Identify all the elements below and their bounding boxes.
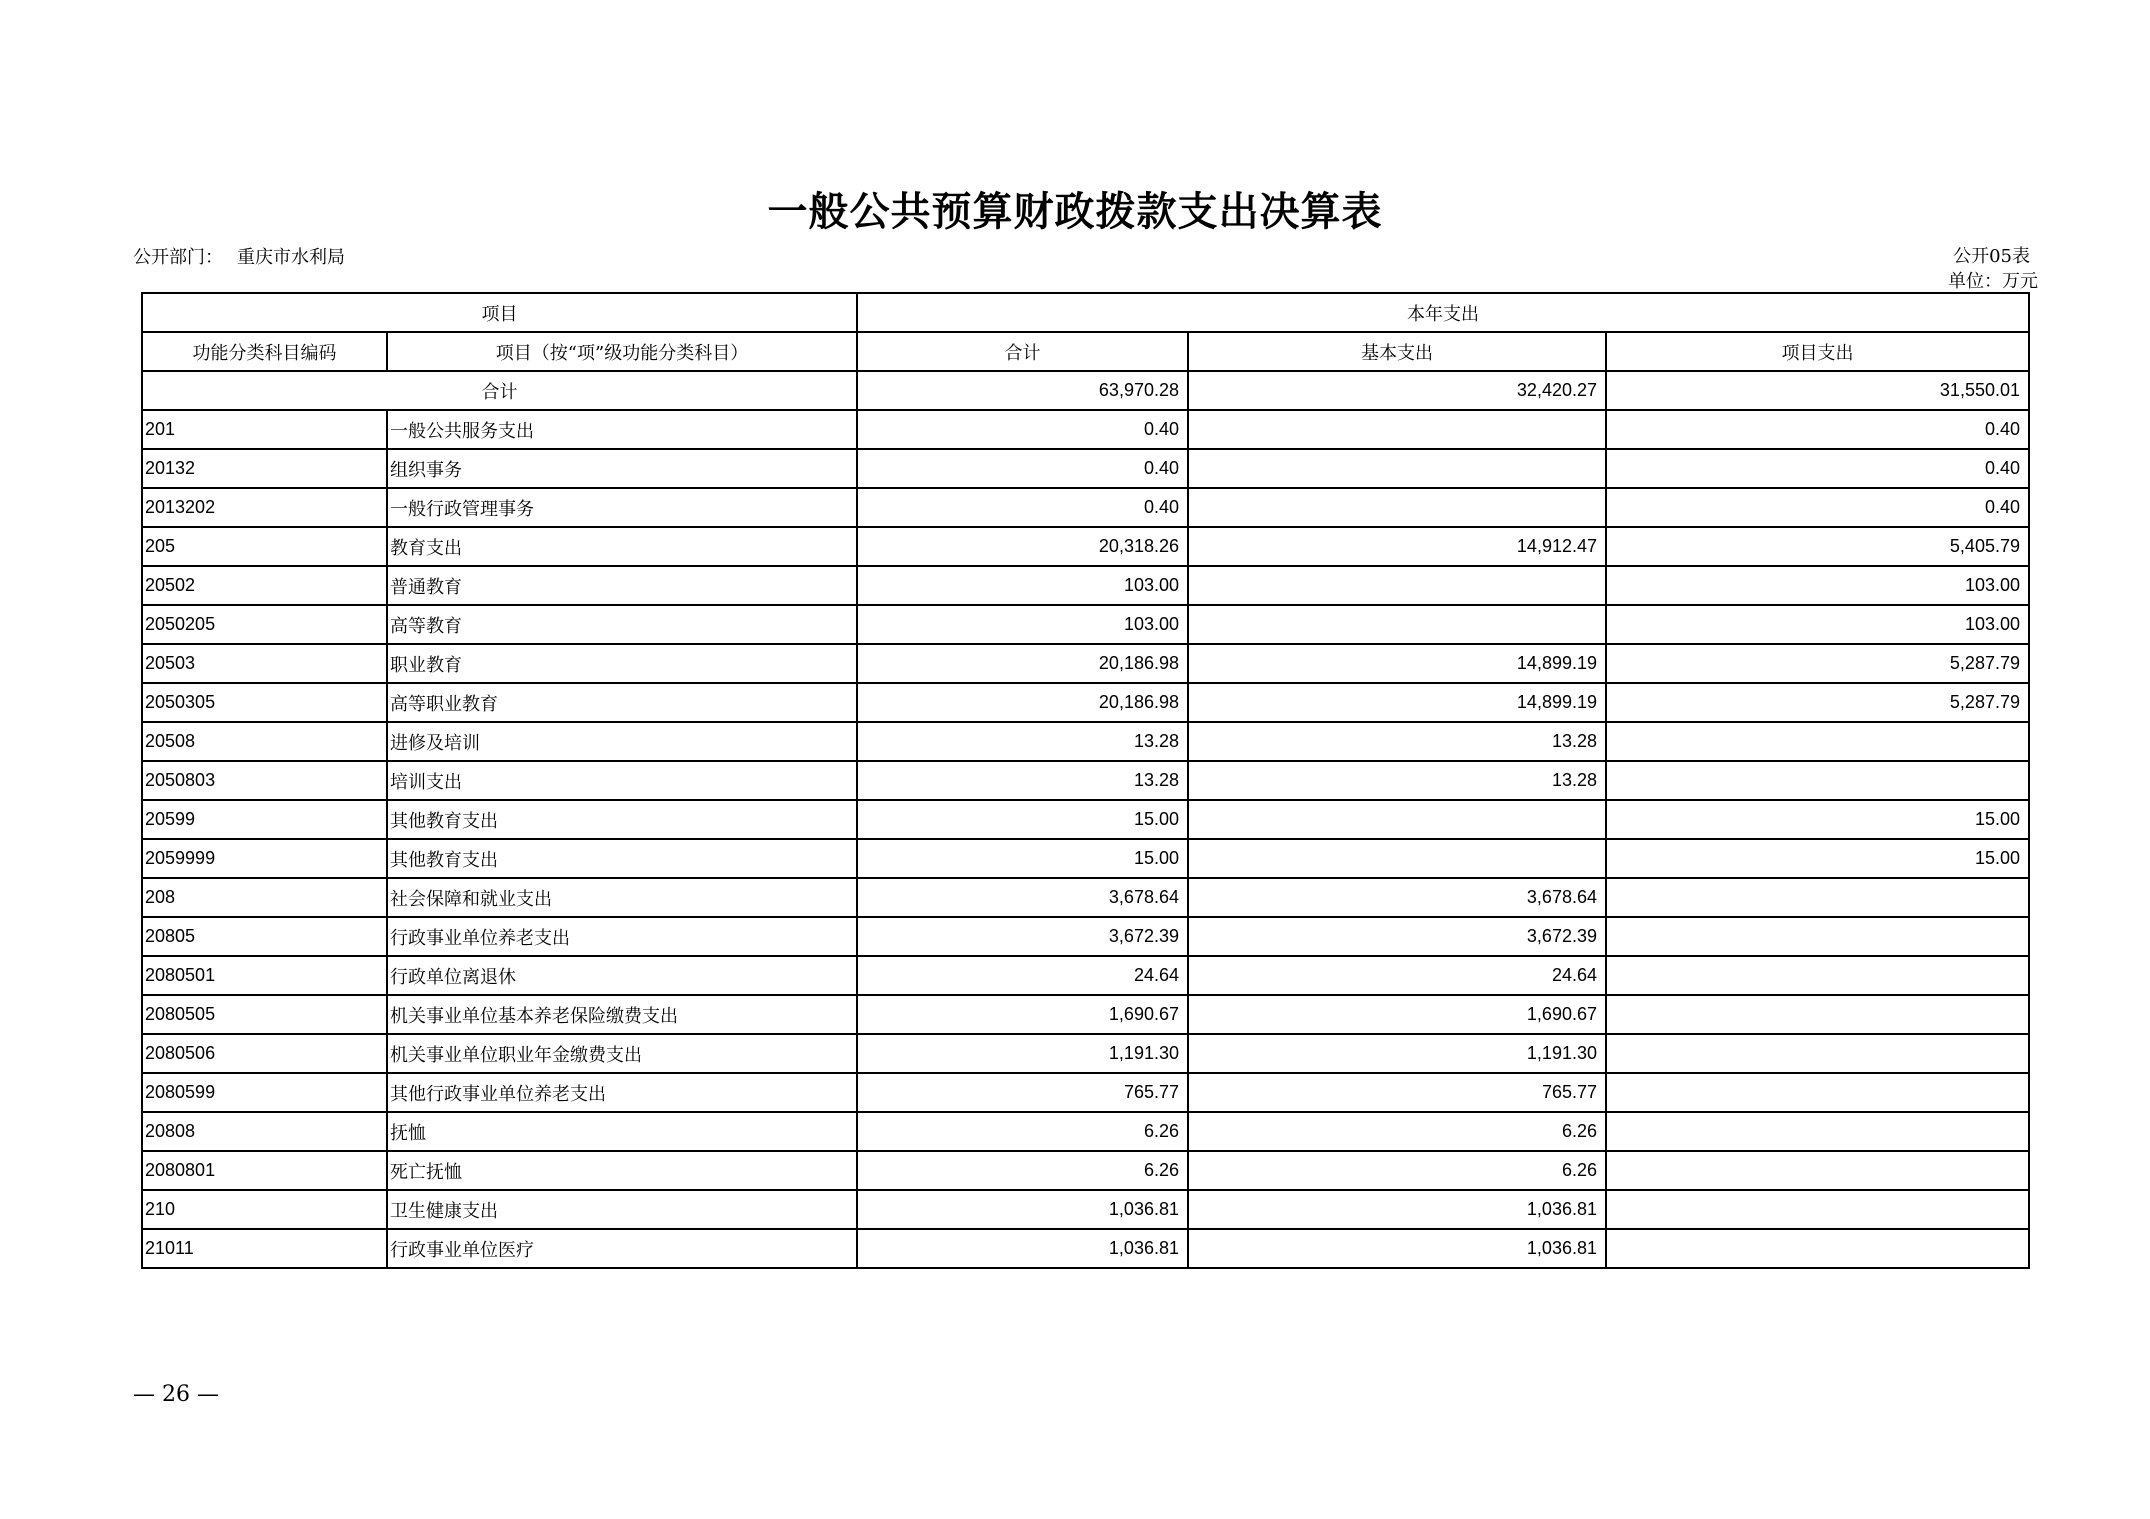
table-row <box>142 644 2029 683</box>
table-row <box>142 761 2029 800</box>
department-label: 公开部门： <box>133 247 223 268</box>
row-basic: 1,036.81 <box>1188 1229 1606 1268</box>
form-number: 公开05表 <box>1953 246 2030 267</box>
row-name: 行政单位离退休 <box>387 956 857 995</box>
row-name: 抚恤 <box>387 1112 857 1151</box>
row-name: 组织事务 <box>387 449 857 488</box>
row-total: 24.64 <box>857 956 1188 995</box>
row-name: 教育支出 <box>387 527 857 566</box>
row-code: 2013202 <box>142 488 387 527</box>
row-project <box>1606 956 2029 995</box>
row-project <box>1606 995 2029 1034</box>
row-code: 2080506 <box>142 1034 387 1073</box>
row-total: 1,036.81 <box>857 1190 1188 1229</box>
row-code: 2050305 <box>142 683 387 722</box>
header-name: 项目（按“项”级功能分类科目） <box>387 332 857 371</box>
row-code: 20805 <box>142 917 387 956</box>
table-row <box>142 839 2029 878</box>
row-project <box>1606 878 2029 917</box>
department-line <box>133 243 345 269</box>
row-name: 行政事业单位养老支出 <box>387 917 857 956</box>
header-code: 功能分类科目编码 <box>142 332 387 371</box>
row-name: 培训支出 <box>387 761 857 800</box>
budget-table <box>141 292 2030 1269</box>
table-row <box>142 566 2029 605</box>
row-basic: 14,899.19 <box>1188 644 1606 683</box>
header-current-year: 本年支出 <box>857 293 2029 332</box>
row-total: 6.26 <box>857 1151 1188 1190</box>
table-row <box>142 1073 2029 1112</box>
row-total: 765.77 <box>857 1073 1188 1112</box>
page-title: 一般公共预算财政拨款支出决算表 <box>767 188 1383 235</box>
row-name: 一般行政管理事务 <box>387 488 857 527</box>
row-total: 103.00 <box>857 566 1188 605</box>
row-name: 普通教育 <box>387 566 857 605</box>
row-name: 职业教育 <box>387 644 857 683</box>
row-basic <box>1188 800 1606 839</box>
row-total: 15.00 <box>857 800 1188 839</box>
row-name: 一般公共服务支出 <box>387 410 857 449</box>
row-code: 20599 <box>142 800 387 839</box>
row-project: 0.40 <box>1606 488 2029 527</box>
table-row <box>142 449 2029 488</box>
row-project: 5,287.79 <box>1606 644 2029 683</box>
row-project: 103.00 <box>1606 605 2029 644</box>
row-basic <box>1188 566 1606 605</box>
table-row <box>142 917 2029 956</box>
table-row <box>142 1112 2029 1151</box>
row-code: 20508 <box>142 722 387 761</box>
row-name: 进修及培训 <box>387 722 857 761</box>
row-name: 高等职业教育 <box>387 683 857 722</box>
header-project-expense: 项目支出 <box>1606 332 2029 371</box>
table-row <box>142 1229 2029 1268</box>
table-row <box>142 956 2029 995</box>
row-project: 5,405.79 <box>1606 527 2029 566</box>
row-basic: 3,678.64 <box>1188 878 1606 917</box>
row-total: 20,186.98 <box>857 644 1188 683</box>
row-basic: 6.26 <box>1188 1112 1606 1151</box>
row-basic <box>1188 449 1606 488</box>
table-row <box>142 995 2029 1034</box>
row-code: 210 <box>142 1190 387 1229</box>
row-basic: 6.26 <box>1188 1151 1606 1190</box>
row-basic: 3,672.39 <box>1188 917 1606 956</box>
row-total: 3,672.39 <box>857 917 1188 956</box>
row-total: 1,191.30 <box>857 1034 1188 1073</box>
row-project: 15.00 <box>1606 839 2029 878</box>
row-code: 2080801 <box>142 1151 387 1190</box>
row-project <box>1606 1112 2029 1151</box>
row-code: 2080501 <box>142 956 387 995</box>
table-row <box>142 1034 2029 1073</box>
total-row-basic: 32,420.27 <box>1188 371 1606 410</box>
page-number: — 26 — <box>133 1382 219 1407</box>
row-total: 3,678.64 <box>857 878 1188 917</box>
row-total: 20,186.98 <box>857 683 1188 722</box>
row-project <box>1606 917 2029 956</box>
row-code: 201 <box>142 410 387 449</box>
header-total: 合计 <box>857 332 1188 371</box>
row-total: 1,690.67 <box>857 995 1188 1034</box>
header-project: 项目 <box>142 293 857 332</box>
table-row <box>142 488 2029 527</box>
header-basic: 基本支出 <box>1188 332 1606 371</box>
row-project: 103.00 <box>1606 566 2029 605</box>
total-row-total: 63,970.28 <box>857 371 1188 410</box>
row-basic <box>1188 605 1606 644</box>
row-code: 208 <box>142 878 387 917</box>
row-code: 2050205 <box>142 605 387 644</box>
row-total: 0.40 <box>857 410 1188 449</box>
row-name: 卫生健康支出 <box>387 1190 857 1229</box>
row-basic: 765.77 <box>1188 1073 1606 1112</box>
header-row-1 <box>142 293 2029 332</box>
total-row-label: 合计 <box>142 371 857 410</box>
row-project <box>1606 722 2029 761</box>
row-project: 15.00 <box>1606 800 2029 839</box>
row-name: 高等教育 <box>387 605 857 644</box>
row-code: 20132 <box>142 449 387 488</box>
row-basic: 1,191.30 <box>1188 1034 1606 1073</box>
row-basic: 1,690.67 <box>1188 995 1606 1034</box>
row-name: 其他教育支出 <box>387 800 857 839</box>
unit-label: 单位：万元 <box>1948 271 2038 292</box>
row-code: 21011 <box>142 1229 387 1268</box>
row-name: 行政事业单位医疗 <box>387 1229 857 1268</box>
row-project <box>1606 1229 2029 1268</box>
row-basic: 1,036.81 <box>1188 1190 1606 1229</box>
row-total: 1,036.81 <box>857 1229 1188 1268</box>
row-name: 其他行政事业单位养老支出 <box>387 1073 857 1112</box>
row-project: 0.40 <box>1606 410 2029 449</box>
row-code: 2080505 <box>142 995 387 1034</box>
row-code: 2059999 <box>142 839 387 878</box>
row-name: 其他教育支出 <box>387 839 857 878</box>
table-row <box>142 1151 2029 1190</box>
row-code: 20503 <box>142 644 387 683</box>
row-basic: 14,912.47 <box>1188 527 1606 566</box>
table-row <box>142 527 2029 566</box>
table-row <box>142 1190 2029 1229</box>
row-code: 2050803 <box>142 761 387 800</box>
row-project <box>1606 1151 2029 1190</box>
row-code: 2080599 <box>142 1073 387 1112</box>
row-total: 6.26 <box>857 1112 1188 1151</box>
table-row <box>142 683 2029 722</box>
row-project <box>1606 761 2029 800</box>
table-row <box>142 410 2029 449</box>
table-row <box>142 722 2029 761</box>
row-total: 103.00 <box>857 605 1188 644</box>
row-name: 死亡抚恤 <box>387 1151 857 1190</box>
department-name: 重庆市水利局 <box>237 247 345 268</box>
header-row-2 <box>142 332 2029 371</box>
table-row <box>142 800 2029 839</box>
table-row <box>142 878 2029 917</box>
row-code: 20502 <box>142 566 387 605</box>
row-project <box>1606 1190 2029 1229</box>
row-basic: 13.28 <box>1188 761 1606 800</box>
row-name: 机关事业单位基本养老保险缴费支出 <box>387 995 857 1034</box>
row-name: 机关事业单位职业年金缴费支出 <box>387 1034 857 1073</box>
row-project <box>1606 1073 2029 1112</box>
row-basic <box>1188 410 1606 449</box>
total-row-project: 31,550.01 <box>1606 371 2029 410</box>
table-row <box>142 605 2029 644</box>
row-total: 20,318.26 <box>857 527 1188 566</box>
row-basic: 14,899.19 <box>1188 683 1606 722</box>
row-code: 205 <box>142 527 387 566</box>
row-basic: 24.64 <box>1188 956 1606 995</box>
row-basic: 13.28 <box>1188 722 1606 761</box>
row-basic <box>1188 839 1606 878</box>
row-basic <box>1188 488 1606 527</box>
row-project: 0.40 <box>1606 449 2029 488</box>
row-name: 社会保障和就业支出 <box>387 878 857 917</box>
row-project <box>1606 1034 2029 1073</box>
total-row <box>142 371 2029 410</box>
row-total: 15.00 <box>857 839 1188 878</box>
row-total: 0.40 <box>857 488 1188 527</box>
row-code: 20808 <box>142 1112 387 1151</box>
row-total: 13.28 <box>857 722 1188 761</box>
row-project: 5,287.79 <box>1606 683 2029 722</box>
row-total: 13.28 <box>857 761 1188 800</box>
row-total: 0.40 <box>857 449 1188 488</box>
